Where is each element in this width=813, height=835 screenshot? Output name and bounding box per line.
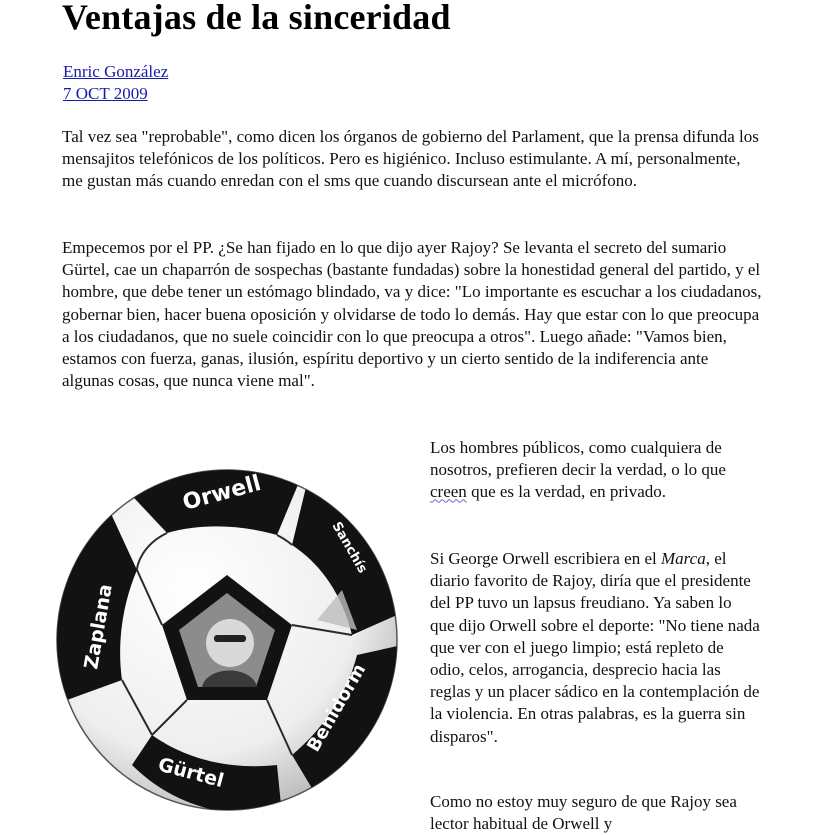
ball-label-orwell: Orwell (180, 470, 264, 516)
side-p1-text-a: Los hombres públicos, como cualquiera de nosotros, prefieren decir la verdad, o lo que (430, 438, 726, 480)
date-link[interactable]: 7 OCT 2009 (63, 84, 148, 103)
article-title: Ventajas de la sinceridad (62, 0, 451, 37)
byline (63, 61, 168, 105)
ball-label-benidorm: Benidorm (303, 660, 371, 756)
paragraph-rajoy-quote: Empecemos por el PP. ¿Se han fijado en lo que dijo ayer Rajoy? Se levanta el secreto del sumario Gürtel, cae un chaparrón de sospechas (bastante fundadas) sobre la honestidad general del partido, y el hombre, que debe tener un estómago blindado, va y dice: "Lo importante es escuchar a los ciudadanos, gobernar bien, hacer buena oposición y olvidarse de todo lo demás. Hay que estar con lo que preocupa a los ciudadanos, que no suele coincidir con lo que preocupa a otros". Luego añade: "Vamos bien, estamos con fuerza, ganas, ilusión, espíritu deportivo y un cierto sentido de la indiferencia ante algunas cosas, que nunca viene mal". (62, 238, 762, 391)
side-p2-text-c: , el diario favorito de Rajoy, diría que el presidente del PP tuvo un lapsus freudiano. Ya saben lo que dijo Orwell sobre el deporte: "No tiene nada que ver con el juego limpio; está repleto de odio, celos, arrogancia, desprecio hacia las reglas y un placer sádico en la contemplación de la violencia. En otras palabras, es la guerra sin disparos". (430, 549, 760, 746)
portrait-face (206, 619, 254, 667)
football-illustration (52, 465, 402, 815)
ball-label-gurtel: Gürtel (155, 753, 227, 793)
side-paragraph-truth (430, 437, 760, 504)
paragraph-intro: Tal vez sea "reprobable", como dicen los órganos de gobierno del Parlament, que la prensa difunda los mensajitos telefónicos de los políticos. Pero es higiénico. Incluso estimulante. A mí, personalmente, me gustan más cuando enredan con el sms que cuando discursean ante el micrófono. (62, 127, 759, 191)
author-link[interactable]: Enric González (63, 62, 169, 81)
side-p2-text-a: Si George Orwell escribiera en el (430, 549, 661, 568)
spellcheck-word: creen (430, 482, 467, 502)
side-paragraph-closing: Como no estoy muy seguro de que Rajoy sea lector habitual de Orwell y (430, 792, 737, 834)
side-p1-text-c: que es la verdad, en privado. (466, 482, 667, 502)
portrait-glasses (214, 635, 246, 642)
side-paragraph-orwell (430, 548, 760, 748)
ball-label-zaplana: Zaplana (80, 582, 117, 671)
football-image (52, 465, 402, 815)
ball-label-sanchis: Sanchís (328, 519, 370, 576)
newspaper-name: Marca (661, 549, 706, 568)
